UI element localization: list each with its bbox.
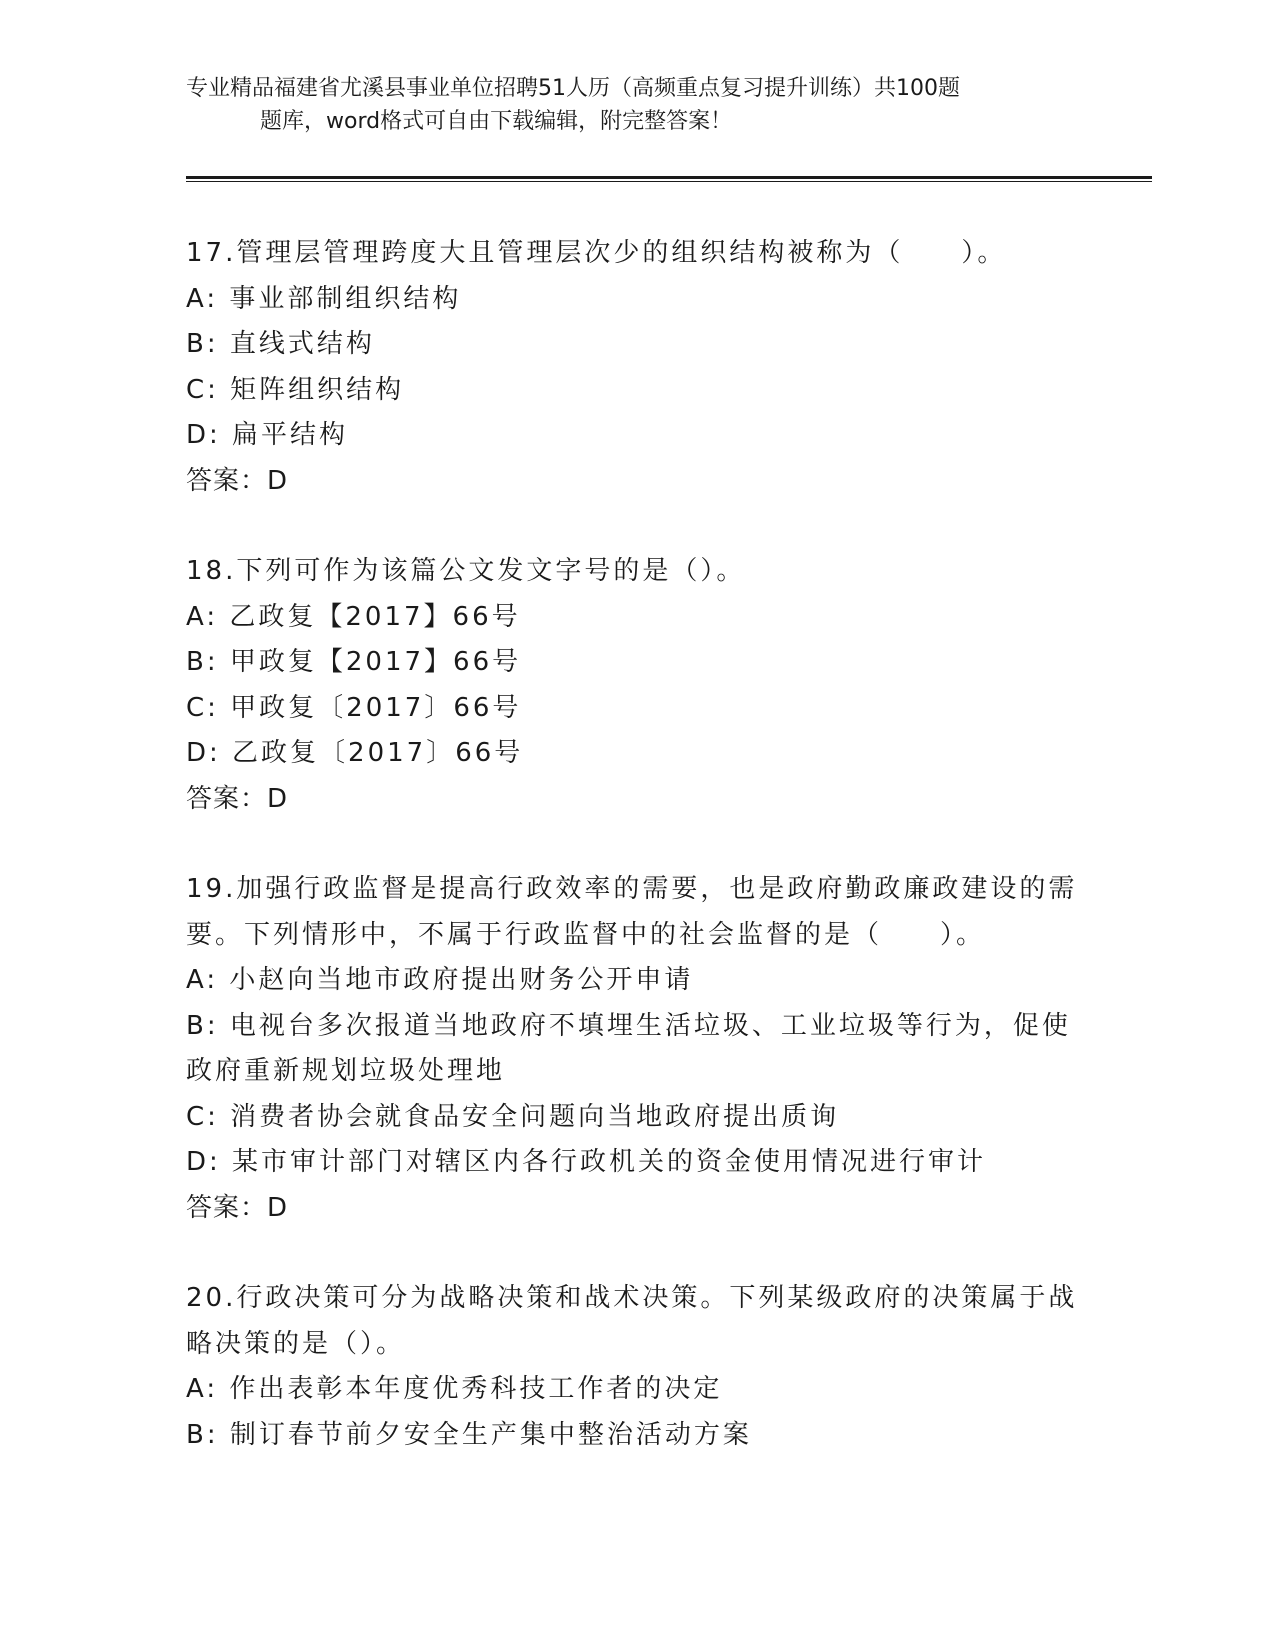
option-a: A: 作出表彰本年度优秀科技工作者的决定 [186,1374,723,1404]
document-header [186,72,1066,138]
option-a: A: 小赵向当地市政府提出财务公开申请 [186,965,694,995]
question-19 [186,867,1078,1231]
question-stem: 17.管理层管理跨度大且管理层次少的组织结构被称为（ ）。 [186,238,1007,268]
option-b: B: 甲政复【2017】66号 [186,647,522,677]
option-b: B: 制订春节前夕安全生产集中整治活动方案 [186,1419,752,1450]
option-b: B: 直线式结构 [186,329,375,359]
question-stem-line-1: 19.加强行政监督是提高行政效率的需要，也是政府勤政廉政建设的需 [186,874,1078,904]
option-b-line-2: 政府重新规划垃圾处理地 [186,1056,506,1086]
option-d: D: 扁平结构 [186,420,349,450]
option-b-line-1: B: 电视台多次报道当地政府不填埋生活垃圾、工业垃圾等行为，促使 [186,1010,1071,1041]
header-line-1: 专业精品福建省尤溪县事业单位招聘51人历（高频重点复习提升训练）共100题 [186,76,960,101]
option-c: C: 甲政复〔2017〕66号 [186,692,522,723]
option-d: D: 某市审计部门对辖区内各行政机关的资金使用情况进行审计 [186,1147,987,1177]
header-rule-thick [186,176,1152,179]
answer: 答案：D [186,783,289,814]
answer: 答案：D [186,1192,289,1223]
option-c: C: 矩阵组织结构 [186,374,405,405]
option-c: C: 消费者协会就食品安全问题向当地政府提出质询 [186,1101,840,1132]
question-list [186,231,1078,1503]
question-20 [186,1276,1078,1458]
question-stem: 18.下列可作为该篇公文发文字号的是（）。 [186,556,746,586]
header-line-2: 题库，word格式可自由下载编辑，附完整答案！ [260,109,733,134]
option-a: A: 事业部制组织结构 [186,283,462,314]
option-d: D: 乙政复〔2017〕66号 [186,738,524,768]
question-17 [186,231,1066,504]
option-a: A: 乙政复【2017】66号 [186,601,521,632]
answer: 答案：D [186,465,289,496]
question-stem-line-1: 20.行政决策可分为战略决策和战术决策。下列某级政府的决策属于战 [186,1283,1078,1313]
question-18 [186,549,1066,822]
question-stem-line-2: 要。下列情形中，不属于行政监督中的社会监督的是（ ）。 [186,919,986,950]
header-rule-thin [186,181,1152,182]
question-stem-line-2: 略决策的是（）。 [186,1328,406,1359]
